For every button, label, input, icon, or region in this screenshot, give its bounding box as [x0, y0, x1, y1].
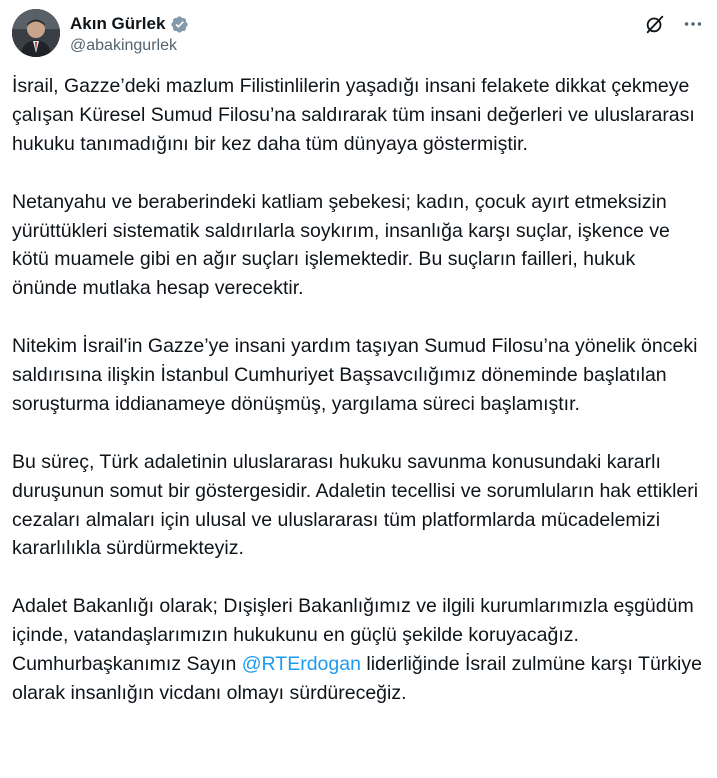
- verified-badge-icon[interactable]: [170, 15, 189, 34]
- post-header: [12, 9, 705, 61]
- author-handle[interactable]: @abakingurlek: [70, 37, 177, 54]
- mention-link[interactable]: @RTErdogan: [241, 653, 361, 676]
- more-icon[interactable]: [681, 12, 705, 36]
- author-names: [70, 13, 189, 55]
- post-paragraph-1: İsrail, Gazze’deki mazlum Filistinlilerin yaşadığı insani felakete dikkat çekmeye çalışan Küresel Sumud Filosu’na saldırarak tüm insani değerleri ve uluslararası hukuku tanımadığını bir kez daha tüm dünyaya göstermiştir.: [12, 75, 695, 155]
- post-paragraph-2: Netanyahu ve beraberindeki katliam şebekesi; kadın, çocuk ayırt etmeksizin yürüttükleri sistematik saldırılarla soykırım, insanlığa karşı suçlar, işkence ve kötü muamele gibi en ağır suçları işlemektedir. Bu suçların failleri, hukuk önünde mutlaka hesap verecektir.: [12, 190, 670, 300]
- grok-icon[interactable]: [643, 12, 667, 36]
- post-paragraph-5: [12, 592, 702, 708]
- name-row: [70, 13, 189, 35]
- paragraph-5-text-after: liderliğinde İsrail zulmüne karşı Türkiye olarak insanlığın vicdanı olmayı sürdüreceğiz.: [12, 653, 702, 704]
- header-actions: [643, 12, 705, 36]
- paragraph-5-text-before: Adalet Bakanlığı olarak; Dışişleri Bakanlığımız ve ilgili kurumlarımızla eşgüdüm içinde, vatandaşlarımızın hukukunu en güçlü şekilde koruyacağız. Cumhurbaşkanımız Sayın: [12, 595, 694, 676]
- author-display-name[interactable]: Akın Gürlek: [70, 14, 166, 33]
- post-paragraph-4: Bu süreç, Türk adaletinin uluslararası hukuku savunma konusundaki kararlı duruşunun somut bir göstergesidir. Adaletin tecellisi ve sorumluların hak ettikleri cezaları almaları için ulusal ve uluslararası tüm platformlarda mücadelemizi kararlılıkla sürdürmekteyiz.: [12, 450, 699, 560]
- post-text: [12, 72, 702, 708]
- post-paragraph-3: Nitekim İsrail'in Gazze’ye insani yardım taşıyan Sumud Filosu’na yönelik önceki saldırısına ilişkin İstanbul Cumhuriyet Başsavcılığımız döneminde başlatılan soruşturma iddianameye dönüşmüş, yargılama süreci başlamıştır.: [12, 335, 698, 415]
- avatar[interactable]: [12, 9, 60, 57]
- avatar-image: [12, 9, 60, 57]
